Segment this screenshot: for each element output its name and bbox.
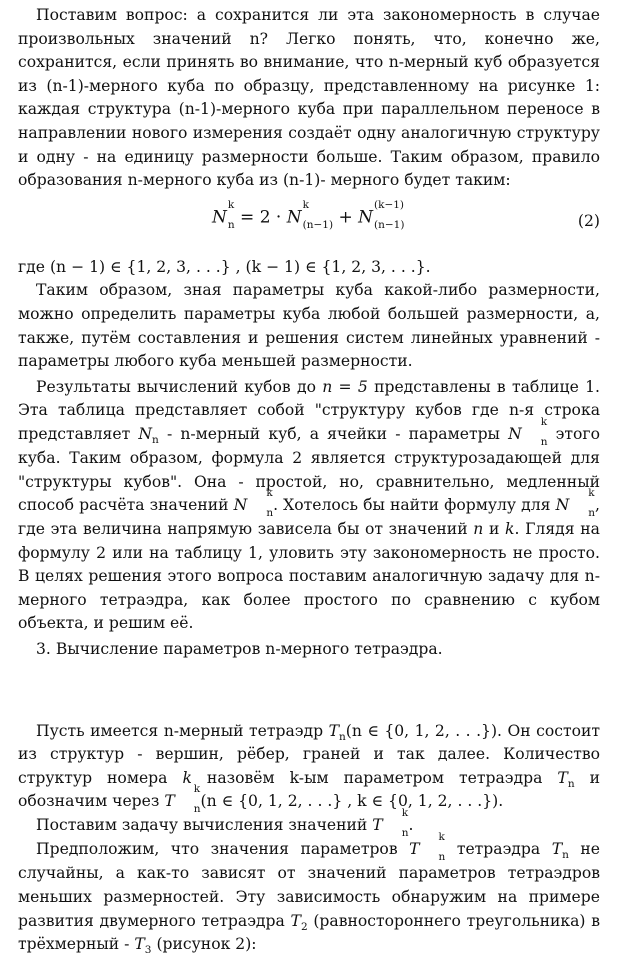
section-title: 3. Вычисление параметров n-мерного тетраэдра. — [36, 640, 443, 659]
paragraph-2: Таким образом, зная параметры куба какой-либо размерности, можно определить параметры куба любой большей размерности, а, также, путём составления и решения систем линейных уравнений - параметры любого куба меньшей размерности. — [18, 281, 600, 371]
where-clause: где (n − 1) ∈ {1, 2, 3, . . .} , (k − 1) ∈ {1, 2, 3, . . .}. — [18, 257, 431, 276]
section-gap — [18, 662, 600, 720]
paragraph-1: Поставим вопрос: а сохранится ли эта закономерность в случае произвольных значений n? Легко понять, что, конечно же, сохранится, если принять во внимание, что n-мерный куб образуется из (n-1)-мерного куба по образцу, представленному на рисунке 1: каждая структура (n-1)-мерного куба при параллельном переносе в направлении нового измерения создаёт одну аналогичную структуру и одну - на единицу размерности больше. Таким образом, правило образования n-мерного куба из (n-1)- мерного будет таким: — [18, 6, 600, 190]
equation-body: N k n = 2 · N k (n−1) + N (k−1) (n−1) — [212, 198, 405, 231]
paragraph-3: Результаты вычислений кубов до n = 5 представлены в таблице 1. Эта таблица представляет собой "структуру кубов где n-я строка представляет $N_n$ - n-мерный куб, а ячейки - параметры N k n этого куба. Таким образом, формула 2 является структурозадающей для "структуры кубов". Она - простой, но, сравнительно, медленный способ расчёта значений N k n . Хотелось бы найти формулу для N k n , где эта величина напрямую зависела бы от значений n и k. Глядя на формулу 2 или на таблицу 1, уловить эту закономерность не просто. В целях решения этого вопроса поставим аналогичную задачу для n-мерного тетраэдра, как более простого по сравнению с кубом объекта, и решим её. — [18, 377, 601, 633]
equation-number: (2) — [577, 211, 600, 230]
paragraph-4: Пусть имеется n-мерный тетраэдр $T_n(n$ ∈ {0, 1, 2, . . .}). Он состоит из структур - вершин, рёбер, граней и так далее. Количество структур номера k назовём k-ым параметром тетраэдра $T_n$ и обозначим через T k n (n ∈ {0, 1, 2, . . .} , k ∈ {0, 1, 2, . . .}). — [18, 721, 600, 816]
document-page — [18, 4, 600, 957]
equation-2 — [18, 196, 600, 256]
paragraph-5: Поставим задачу вычисления значений T k n . — [36, 807, 414, 840]
paragraph-6: Предположим, что значения параметров T k n тетраэдра $T_n$ не случайны, а как-то зависят от значений параметров тетраэдров меньших размерностей. Эту зависимость обнаружим на примере развития двумерного тетраэдра $T_2$ (равностороннего треугольника) в трёхмерный - $T_3$ (рисунок 2): — [18, 831, 601, 957]
